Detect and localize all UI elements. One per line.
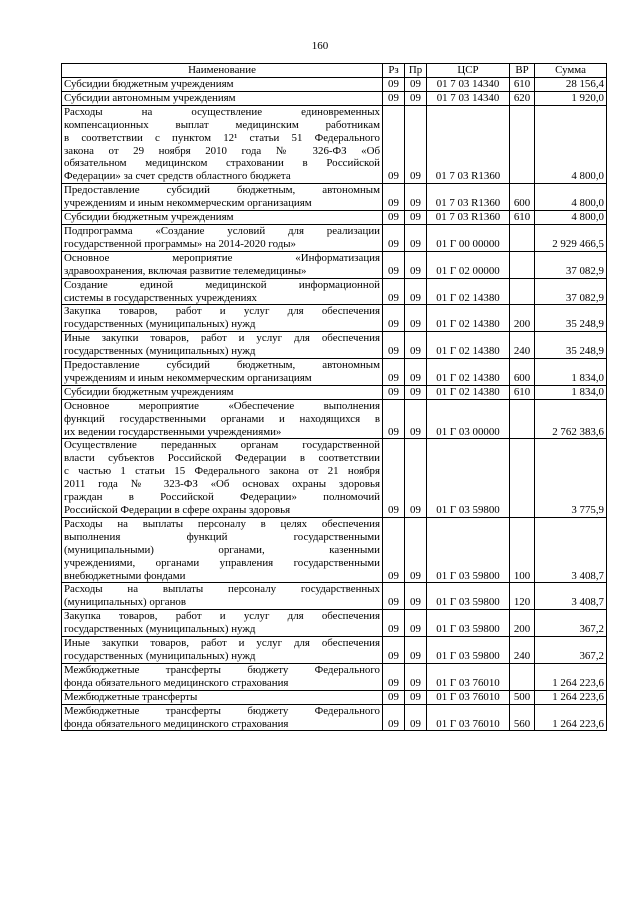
row-rz: 09 — [383, 332, 405, 359]
row-name-line: Закупка товаров, работ и услуг для обеспечения — [64, 305, 380, 318]
header-pr: Пр — [405, 64, 427, 78]
row-sum: 3 408,7 — [535, 517, 607, 583]
row-csr: 01 Г 02 00000 — [427, 251, 510, 278]
row-name-line: государственных (муниципальных) нужд — [64, 345, 256, 358]
row-csr: 01 Г 03 59800 — [427, 637, 510, 664]
row-name-line: Иные закупки товаров, работ и услуг для обеспечения — [64, 332, 380, 345]
row-name-line: 2011 года № 323-ФЗ «Об основах охраны здоровья — [64, 478, 380, 491]
row-sum: 3 775,9 — [535, 439, 607, 517]
row-name-line: Межбюджетные трансферты — [64, 690, 198, 703]
row-name-line: в соответствии с пунктом 12¹ статьи 51 Федерального — [64, 131, 380, 144]
row-sum: 4 800,0 — [535, 211, 607, 225]
row-csr: 01 7 03 14340 — [427, 91, 510, 105]
row-vr: 610 — [510, 78, 535, 92]
row-csr: 01 Г 03 59800 — [427, 583, 510, 610]
row-csr: 01 Г 03 59800 — [427, 517, 510, 583]
row-name — [62, 637, 383, 664]
row-vr: 610 — [510, 385, 535, 399]
row-name-line: Субсидии бюджетным учреждениям — [64, 385, 234, 398]
row-csr: 01 7 03 R1360 — [427, 105, 510, 183]
row-pr: 09 — [405, 399, 427, 439]
row-name-line: Основное мероприятие «Обеспечение выполнения — [64, 399, 380, 412]
row-name-line: граждан в Российской Федерации» полномочий — [64, 491, 380, 504]
row-sum: 35 248,9 — [535, 332, 607, 359]
row-pr: 09 — [405, 704, 427, 731]
row-name-line: фонда обязательного медицинского страхования — [64, 676, 289, 689]
row-pr: 09 — [405, 359, 427, 386]
row-pr: 09 — [405, 105, 427, 183]
row-name-line: функций государственными органами и находящихся в — [64, 412, 380, 425]
table-row — [62, 211, 607, 225]
row-name-line: Закупка товаров, работ и услуг для обеспечения — [64, 610, 380, 623]
row-rz: 09 — [383, 184, 405, 211]
row-vr: 240 — [510, 332, 535, 359]
row-rz: 09 — [383, 91, 405, 105]
row-name-line: Расходы на осуществление единовременных — [64, 105, 380, 118]
row-vr — [510, 399, 535, 439]
row-sum: 28 156,4 — [535, 78, 607, 92]
row-name-line: Осуществление переданных органам государственной — [64, 439, 380, 452]
row-rz: 09 — [383, 663, 405, 690]
row-name — [62, 359, 383, 386]
row-vr: 500 — [510, 690, 535, 704]
row-sum: 37 082,9 — [535, 278, 607, 305]
row-rz: 09 — [383, 251, 405, 278]
row-name-line: Субсидии бюджетным учреждениям — [64, 78, 234, 90]
row-rz: 09 — [383, 385, 405, 399]
row-sum: 1 264 223,6 — [535, 704, 607, 731]
row-name-line: государственных (муниципальных) нужд — [64, 649, 256, 662]
row-pr: 09 — [405, 211, 427, 225]
row-rz: 09 — [383, 517, 405, 583]
row-csr: 01 Г 02 14380 — [427, 278, 510, 305]
row-pr: 09 — [405, 583, 427, 610]
row-rz: 09 — [383, 359, 405, 386]
row-csr: 01 Г 02 14380 — [427, 332, 510, 359]
row-vr — [510, 663, 535, 690]
row-vr: 200 — [510, 305, 535, 332]
row-name-line: Российской Федерации в сфере охраны здоровья — [64, 504, 291, 516]
row-name-line: здравоохранения, включая развитие телемедицины» — [64, 264, 307, 277]
row-sum: 35 248,9 — [535, 305, 607, 332]
row-name-line: (муниципальными) органами, казенными — [64, 543, 380, 556]
table-row — [62, 690, 607, 704]
row-csr: 01 Г 03 76010 — [427, 690, 510, 704]
table-row — [62, 663, 607, 690]
row-name-line: Межбюджетные трансферты бюджету Федерального — [64, 704, 380, 717]
row-pr: 09 — [405, 91, 427, 105]
row-pr: 09 — [405, 224, 427, 251]
row-pr: 09 — [405, 251, 427, 278]
row-name — [62, 305, 383, 332]
row-rz: 09 — [383, 224, 405, 251]
row-name — [62, 224, 383, 251]
row-pr: 09 — [405, 278, 427, 305]
row-vr: 100 — [510, 517, 535, 583]
row-vr: 600 — [510, 359, 535, 386]
row-name — [62, 690, 383, 704]
row-rz: 09 — [383, 105, 405, 183]
row-sum: 367,2 — [535, 610, 607, 637]
table-row — [62, 399, 607, 439]
row-pr: 09 — [405, 517, 427, 583]
table-row — [62, 91, 607, 105]
row-vr — [510, 439, 535, 517]
table-row — [62, 439, 607, 517]
table-row — [62, 78, 607, 92]
row-name — [62, 78, 383, 92]
row-name — [62, 663, 383, 690]
row-name — [62, 332, 383, 359]
table-row — [62, 583, 607, 610]
row-csr: 01 Г 03 76010 — [427, 704, 510, 731]
table-row — [62, 704, 607, 731]
row-name-line: обязательном медицинском страховании в Российской — [64, 157, 380, 170]
row-sum: 3 408,7 — [535, 583, 607, 610]
row-pr: 09 — [405, 690, 427, 704]
row-pr: 09 — [405, 610, 427, 637]
row-name — [62, 517, 383, 583]
row-name-line: Федерации» за счет средств областного бюджета — [64, 170, 291, 183]
header-row — [62, 64, 607, 78]
row-sum: 2 929 466,5 — [535, 224, 607, 251]
row-csr: 01 Г 02 14380 — [427, 305, 510, 332]
row-name-line: учреждениями, органами управления государственными — [64, 556, 380, 569]
row-pr: 09 — [405, 305, 427, 332]
row-rz: 09 — [383, 78, 405, 92]
row-name-line: внебюджетными фондами — [64, 569, 186, 582]
row-name — [62, 278, 383, 305]
row-name-line: власти субъектов Российской Федерации в соответствии — [64, 452, 380, 465]
row-csr: 01 Г 03 76010 — [427, 663, 510, 690]
row-sum: 4 800,0 — [535, 184, 607, 211]
row-vr — [510, 278, 535, 305]
row-name — [62, 211, 383, 225]
row-rz: 09 — [383, 439, 405, 517]
table-row — [62, 224, 607, 251]
row-sum: 4 800,0 — [535, 105, 607, 183]
row-name-line: с частью 1 статьи 15 Федерального закона от 21 ноября — [64, 465, 380, 478]
table-row — [62, 517, 607, 583]
row-rz: 09 — [383, 637, 405, 664]
row-rz: 09 — [383, 211, 405, 225]
row-name-line: Предоставление субсидий бюджетным, автономным — [64, 359, 380, 372]
row-pr: 09 — [405, 637, 427, 664]
row-rz: 09 — [383, 583, 405, 610]
header-rz: Рз — [383, 64, 405, 78]
row-name-line: Основное мероприятие «Информатизация — [64, 251, 380, 264]
table-row — [62, 332, 607, 359]
row-pr: 09 — [405, 663, 427, 690]
row-name — [62, 105, 383, 183]
table-row — [62, 184, 607, 211]
row-pr: 09 — [405, 78, 427, 92]
row-vr: 240 — [510, 637, 535, 664]
row-name — [62, 610, 383, 637]
row-vr — [510, 224, 535, 251]
row-sum: 1 834,0 — [535, 385, 607, 399]
table-row — [62, 305, 607, 332]
row-sum: 1 920,0 — [535, 91, 607, 105]
row-name — [62, 251, 383, 278]
budget-table — [61, 63, 607, 731]
table-row — [62, 610, 607, 637]
row-name-line: Подпрограмма «Создание условий для реализации — [64, 224, 380, 237]
row-csr: 01 Г 03 59800 — [427, 610, 510, 637]
row-vr: 120 — [510, 583, 535, 610]
row-rz: 09 — [383, 704, 405, 731]
row-name-line: выполнения функций государственными — [64, 530, 380, 543]
row-csr: 01 Г 03 59800 — [427, 439, 510, 517]
row-rz: 09 — [383, 305, 405, 332]
table-row — [62, 105, 607, 183]
table-row — [62, 385, 607, 399]
row-name-line: закона от 29 ноября 2010 года № 326-ФЗ «Об — [64, 144, 380, 157]
table-row — [62, 637, 607, 664]
header-sum: Сумма — [535, 64, 607, 78]
row-name-line: Субсидии бюджетным учреждениям — [64, 211, 234, 224]
row-vr — [510, 105, 535, 183]
row-name-line: государственной программы» на 2014-2020 годы» — [64, 237, 296, 250]
row-rz: 09 — [383, 399, 405, 439]
row-name-line: Создание единой медицинской информационной — [64, 278, 380, 291]
page-number: 160 — [311, 40, 329, 52]
row-rz: 09 — [383, 610, 405, 637]
row-name-line: Расходы на выплаты персоналу государственных — [64, 583, 380, 596]
row-vr: 200 — [510, 610, 535, 637]
table-row — [62, 251, 607, 278]
row-name — [62, 704, 383, 731]
row-csr: 01 7 03 R1360 — [427, 211, 510, 225]
row-name-line: Расходы на выплаты персоналу в целях обеспечения — [64, 517, 380, 530]
row-name — [62, 91, 383, 105]
header-vr: ВР — [510, 64, 535, 78]
row-sum: 2 762 383,6 — [535, 399, 607, 439]
row-name — [62, 439, 383, 517]
row-sum: 1 834,0 — [535, 359, 607, 386]
row-csr: 01 7 03 14340 — [427, 78, 510, 92]
row-csr: 01 7 03 R1360 — [427, 184, 510, 211]
row-vr: 610 — [510, 211, 535, 225]
row-pr: 09 — [405, 439, 427, 517]
row-vr: 560 — [510, 704, 535, 731]
row-rz: 09 — [383, 690, 405, 704]
row-name-line: Предоставление субсидий бюджетным, автономным — [64, 184, 380, 197]
row-sum: 1 264 223,6 — [535, 690, 607, 704]
row-csr: 01 Г 03 00000 — [427, 399, 510, 439]
table-row — [62, 359, 607, 386]
row-name-line: Субсидии автономным учреждениям — [64, 91, 236, 104]
row-name-line: Иные закупки товаров, работ и услуг для обеспечения — [64, 637, 380, 650]
row-name-line: их ведении государственными учреждениями» — [64, 425, 282, 438]
row-name — [62, 184, 383, 211]
row-sum: 37 082,9 — [535, 251, 607, 278]
row-vr: 600 — [510, 184, 535, 211]
row-pr: 09 — [405, 332, 427, 359]
row-name-line: учреждениям и иным некоммерческим организациям — [64, 197, 312, 210]
row-vr — [510, 251, 535, 278]
row-csr: 01 Г 02 14380 — [427, 385, 510, 399]
row-pr: 09 — [405, 184, 427, 211]
row-name-line: Межбюджетные трансферты бюджету Федерального — [64, 663, 380, 676]
row-csr: 01 Г 00 00000 — [427, 224, 510, 251]
row-sum: 367,2 — [535, 637, 607, 664]
row-name-line: государственных (муниципальных) нужд — [64, 623, 256, 636]
table-row — [62, 278, 607, 305]
row-name-line: (муниципальных) органов — [64, 596, 186, 609]
row-name-line: государственных (муниципальных) нужд — [64, 318, 256, 331]
row-name-line: фонда обязательного медицинского страхования — [64, 717, 289, 730]
row-rz: 09 — [383, 278, 405, 305]
row-csr: 01 Г 02 14380 — [427, 359, 510, 386]
row-pr: 09 — [405, 385, 427, 399]
row-name-line: компенсационных выплат медицинским работникам — [64, 118, 380, 131]
row-name-line: учреждениям и иным некоммерческим организациям — [64, 371, 312, 384]
row-name-line: системы в государственных учреждениях — [64, 291, 257, 304]
row-name — [62, 399, 383, 439]
header-csr: ЦСР — [427, 64, 510, 78]
row-name — [62, 385, 383, 399]
row-name — [62, 583, 383, 610]
table-body — [62, 78, 607, 731]
row-vr: 620 — [510, 91, 535, 105]
row-sum: 1 264 223,6 — [535, 663, 607, 690]
header-name: Наименование — [62, 64, 383, 78]
